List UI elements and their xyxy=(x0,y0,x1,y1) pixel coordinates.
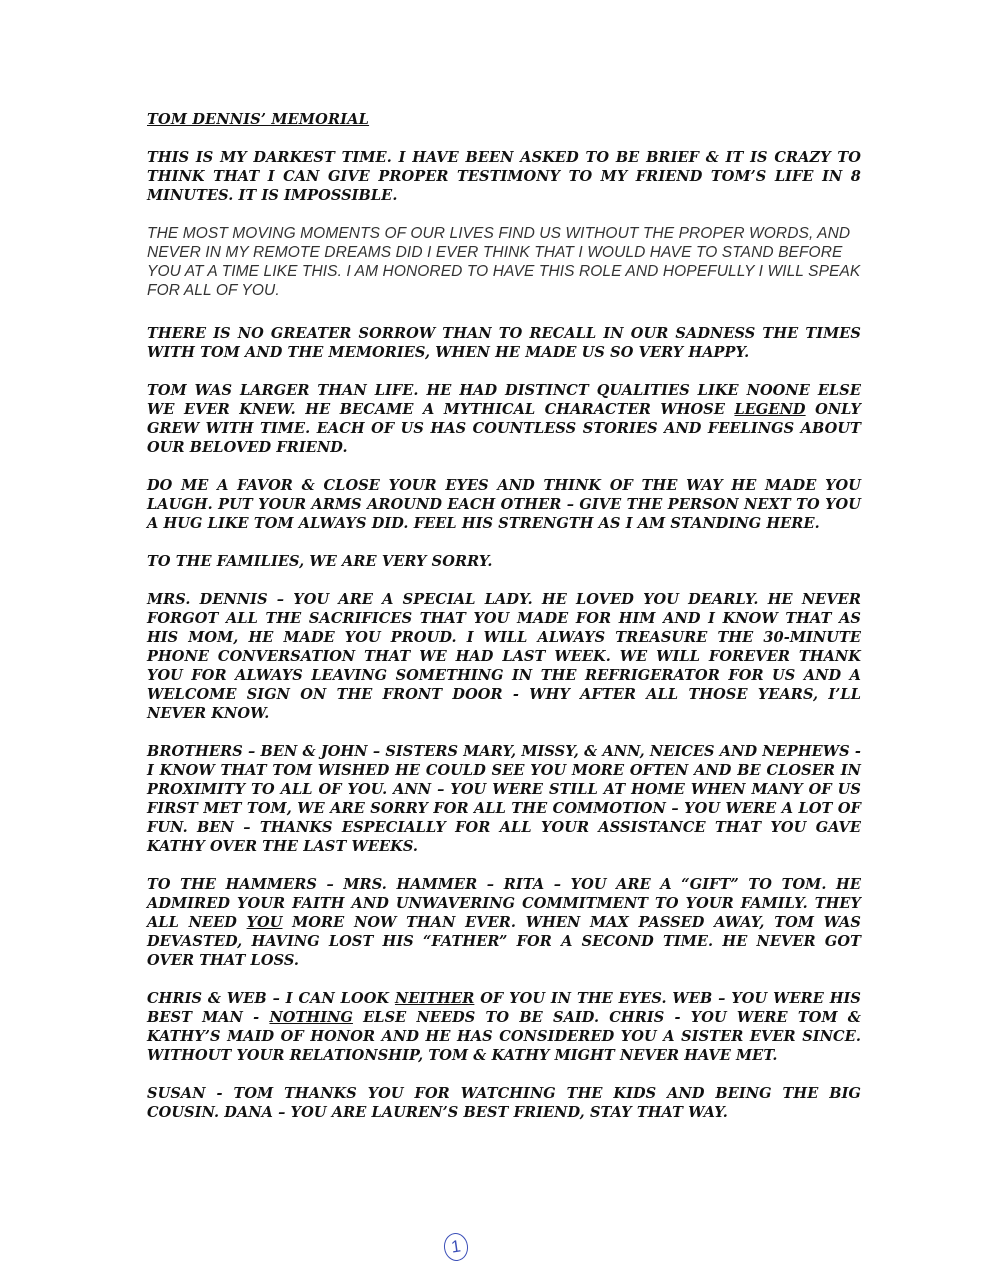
paragraph-4-text-a: TOM WAS LARGER THAN LIFE. HE HAD DISTINCT QUALITIES LIKE NOONE ELSE WE EVER KNEW. HE BECAME A MYTHICAL CHARACTER WHOSE xyxy=(147,382,861,418)
paragraph-7: MRS. DENNIS – YOU ARE A SPECIAL LADY. HE LOVED YOU DEARLY. HE NEVER FORGOT ALL THE SACRIFICES THAT YOU MADE FOR HIM AND I KNOW THAT AS HIS MOM, HE MADE YOU PROUD. I WILL ALWAYS TREASURE THE 30-MINUTE PHONE CONVERSATION THAT WE HAD LAST WEEK. WE WILL FOREVER THANK YOU FOR ALWAYS LEAVING SOMETHING IN THE REFRIGERATOR FOR US AND A WELCOME SIGN ON THE FRONT DOOR - WHY AFTER ALL THOSE YEARS, I’LL NEVER KNOW. xyxy=(147,591,861,722)
paragraph-1: THIS IS MY DARKEST TIME. I HAVE BEEN ASKED TO BE BRIEF & IT IS CRAZY TO THINK THAT I CAN GIVE PROPER TESTIMONY TO MY FRIEND TOM’S LIFE IN 8 MINUTES. IT IS IMPOSSIBLE. xyxy=(147,149,861,204)
underlined-word-nothing: NOTHING xyxy=(269,1009,353,1026)
paragraph-4-text-b: ONLY GREW WITH TIME. EACH OF US HAS COUNTLESS STORIES AND FEELINGS ABOUT OUR BELOVED FRIEND. xyxy=(147,401,861,456)
paragraph-5: DO ME A FAVOR & CLOSE YOUR EYES AND THINK OF THE WAY HE MADE YOU LAUGH. PUT YOUR ARMS AROUND EACH OTHER – GIVE THE PERSON NEXT TO YOU A HUG LIKE TOM ALWAYS DID. FEEL HIS STRENGTH AS I AM STANDING HERE. xyxy=(147,477,861,532)
paragraph-4 xyxy=(147,381,861,457)
underlined-word-legend: LEGEND xyxy=(734,401,806,418)
document-title: TOM DENNIS’ MEMORIAL xyxy=(147,111,370,128)
paragraph-10-text-b: OF YOU IN THE EYES. WEB – YOU WERE HIS BEST MAN - xyxy=(147,990,861,1026)
paragraph-2: THE MOST MOVING MOMENTS OF OUR LIVES FIND US WITHOUT THE PROPER WORDS, AND NEVER IN MY REMOTE DREAMS DID I EVER THINK THAT I WOULD HAVE TO STAND BEFORE YOU AT A TIME LIKE THIS. I AM HONORED TO HAVE THIS ROLE AND HOPEFULLY I WILL SPEAK FOR ALL OF YOU. xyxy=(147,225,861,299)
paragraph-11: SUSAN - TOM THANKS YOU FOR WATCHING THE KIDS AND BEING THE BIG COUSIN. DANA – YOU ARE LAUREN’S BEST FRIEND, STAY THAT WAY. xyxy=(147,1085,861,1121)
paragraph-6: TO THE FAMILIES, WE ARE VERY SORRY. xyxy=(147,553,493,570)
underlined-word-you: YOU xyxy=(246,914,283,931)
paragraph-9-text-a: TO THE HAMMERS – MRS. HAMMER – RITA – YOU ARE A “GIFT” TO TOM. HE ADMIRED YOUR FAITH AND UNWAVERING COMMITMENT TO YOUR FAMILY. THEY ALL NEED xyxy=(147,876,861,931)
paragraph-9 xyxy=(147,875,861,970)
paragraph-8: BROTHERS – BEN & JOHN – SISTERS MARY, MISSY, & ANN, NEICES AND NEPHEWS - I KNOW THAT TOM WISHED HE COULD SEE YOU MORE OFTEN AND BE CLOSER IN PROXIMITY TO ALL OF YOU. ANN – YOU WERE STILL AT HOME WHEN MANY OF US FIRST MET TOM, WE ARE SORRY FOR ALL THE COMMOTION – YOU WERE A LOT OF FUN. BEN – THANKS ESPECIALLY FOR ALL YOUR ASSISTANCE THAT YOU GAVE KATHY OVER THE LAST WEEKS. xyxy=(147,743,861,855)
document-body xyxy=(147,110,861,1141)
paragraph-10-text-c: ELSE NEEDS TO BE SAID. CHRIS - YOU WERE TOM & KATHY’S MAID OF HONOR AND HE HAS CONSIDERED YOU A SISTER EVER SINCE. WITHOUT YOUR RELATIONSHIP, TOM & KATHY MIGHT NEVER HAVE MET. xyxy=(147,1009,861,1064)
underlined-word-neither: NEITHER xyxy=(394,990,475,1007)
paragraph-10-text-a: CHRIS & WEB – I CAN LOOK xyxy=(147,990,395,1007)
handwritten-page-number: 1 xyxy=(442,1231,470,1262)
paragraph-10 xyxy=(147,989,861,1065)
paragraph-3: THERE IS NO GREATER SORROW THAN TO RECALL IN OUR SADNESS THE TIMES WITH TOM AND THE MEMORIES, WHEN HE MADE US SO VERY HAPPY. xyxy=(147,325,861,361)
paragraph-9-text-b: MORE NOW THAN EVER. WHEN MAX PASSED AWAY, TOM WAS DEVASTED, HAVING LOST HIS “FATHER” FOR A SECOND TIME. HE NEVER GOT OVER THAT LOSS. xyxy=(147,914,861,969)
